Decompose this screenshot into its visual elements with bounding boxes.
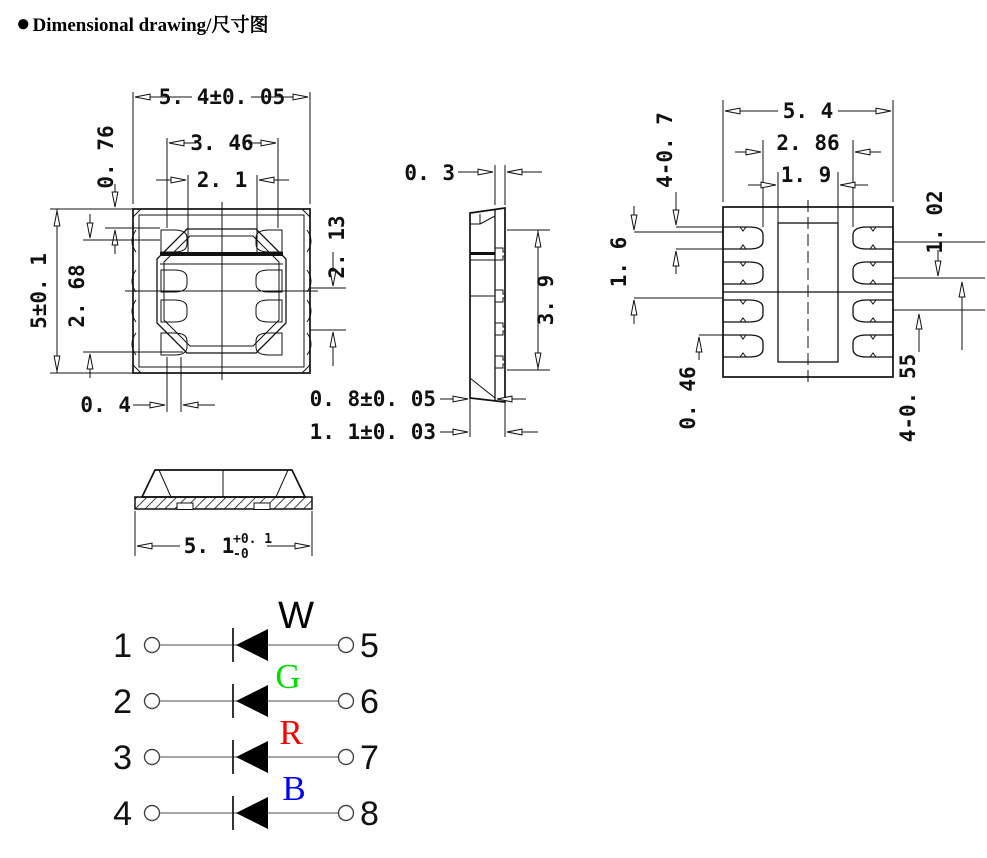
svg-text:1. 1±0. 03: 1. 1±0. 03: [309, 420, 436, 444]
pin-label-left: 3: [113, 739, 132, 777]
diode-icon: [236, 741, 268, 773]
diode-icon: [236, 685, 268, 717]
svg-text:0. 76: 0. 76: [94, 125, 118, 189]
circuit-channel-g: [113, 657, 379, 721]
pin-terminal: [145, 638, 160, 653]
svg-text:1. 02: 1. 02: [923, 190, 947, 254]
diode-icon: [236, 797, 268, 829]
svg-text:5±0. 1: 5±0. 1: [27, 253, 51, 329]
dim-side-pad-thickness: [310, 387, 526, 411]
circuit-channel-w: [113, 595, 379, 665]
diode-icon: [236, 629, 268, 661]
dim-side-lip: [404, 161, 542, 205]
circuit-channel-r: [113, 713, 379, 777]
page-title-text: Dimensional drawing/尺寸图: [32, 15, 269, 36]
circuit-channel-b: [113, 769, 379, 833]
front-inner-pads-left: [161, 230, 187, 355]
pin-terminal: [339, 806, 354, 821]
back-view: [607, 99, 985, 442]
svg-text:5. 1: 5. 1: [183, 534, 235, 558]
pin-terminal: [145, 750, 160, 765]
svg-text:0. 4: 0. 4: [80, 393, 131, 417]
svg-text:4-0. 7: 4-0. 7: [653, 112, 677, 188]
pin-terminal: [145, 694, 160, 709]
channel-color-label: B: [282, 769, 306, 808]
svg-text:0. 3: 0. 3: [404, 161, 455, 185]
svg-text:4-0. 55: 4-0. 55: [896, 353, 920, 443]
dim-side-body-height: [507, 230, 558, 370]
dim-front-cavity-height: [65, 214, 183, 378]
dim-back-pad-offset: [893, 190, 985, 350]
svg-text:0. 8±0. 05: 0. 8±0. 05: [309, 387, 436, 411]
dim-bottom-width: [135, 511, 312, 562]
svg-text:2. 86: 2. 86: [776, 131, 840, 155]
dim-back-slug-width: [748, 163, 868, 223]
pin-terminal: [339, 750, 354, 765]
svg-text:2. 68: 2. 68: [65, 264, 89, 328]
svg-text:-0: -0: [233, 547, 249, 562]
pin-label-left: 4: [113, 795, 132, 833]
dim-front-top-edge: [94, 125, 160, 254]
side-view: [310, 161, 558, 444]
bullet-icon: ●: [16, 9, 31, 37]
section-substrate: [135, 497, 312, 509]
circuit-diagram: [113, 595, 379, 833]
pin-label-right: 5: [360, 627, 379, 665]
channel-color-label: G: [275, 657, 301, 696]
pin-terminal: [339, 694, 354, 709]
svg-text:2. 13: 2. 13: [325, 215, 349, 279]
svg-text:1. 9: 1. 9: [780, 163, 832, 187]
svg-text:+0. 1: +0. 1: [233, 532, 273, 547]
dim-back-pad-width: [893, 310, 985, 442]
side-profile-outline: [470, 208, 505, 402]
svg-text:1. 6: 1. 6: [607, 236, 631, 288]
pin-label-right: 6: [360, 683, 379, 721]
pin-label-right: 8: [360, 795, 379, 833]
pin-terminal: [339, 638, 354, 653]
svg-text:5. 4: 5. 4: [782, 99, 834, 123]
svg-text:3. 46: 3. 46: [190, 131, 254, 155]
pin-label-right: 7: [360, 739, 379, 777]
dim-back-pad-pitch: [607, 206, 723, 324]
dim-front-pad-gap: [80, 357, 215, 417]
front-inner-pads-right: [256, 230, 282, 355]
front-view: [27, 85, 349, 417]
svg-text:2. 1: 2. 1: [196, 168, 248, 192]
pin-terminal: [145, 806, 160, 821]
dim-back-pad-height: [653, 112, 723, 274]
side-pad-notches: [495, 248, 505, 368]
pin-label-left: 1: [113, 627, 132, 665]
svg-text:3. 9: 3. 9: [534, 274, 558, 326]
bottom-section-view: [135, 470, 312, 562]
svg-text:5. 4±0. 05: 5. 4±0. 05: [158, 85, 286, 109]
pin-label-left: 2: [113, 683, 132, 721]
dim-back-notch: [676, 335, 723, 430]
svg-text:0. 46: 0. 46: [676, 366, 700, 430]
channel-color-label: R: [279, 713, 303, 752]
channel-color-label: W: [278, 595, 314, 637]
